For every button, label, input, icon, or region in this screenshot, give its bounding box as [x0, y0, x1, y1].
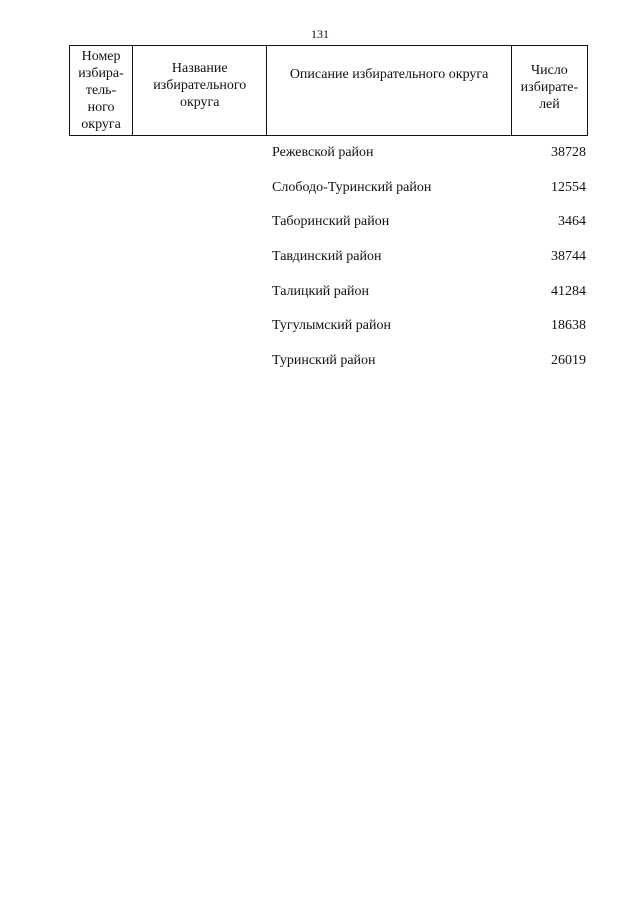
row-voters: 41284	[551, 283, 586, 299]
table-header	[69, 45, 588, 136]
row-description: Тавдинский район	[272, 249, 382, 265]
row-description: Талицкий район	[272, 283, 369, 299]
header-number-label: Номер избира- тель- ного округа	[78, 49, 124, 132]
header-voters	[511, 46, 587, 136]
header-description	[267, 46, 511, 136]
table-row	[272, 214, 588, 249]
row-voters: 26019	[551, 353, 586, 369]
row-voters: 12554	[551, 179, 586, 195]
table-row	[272, 145, 588, 180]
header-row	[70, 46, 588, 136]
row-description: Тугулымский район	[272, 318, 391, 334]
row-description: Туринский район	[272, 353, 376, 369]
page-number: 131	[311, 27, 329, 41]
row-voters: 3464	[558, 214, 586, 230]
header-voters-label: Число избирате- лей	[520, 63, 579, 112]
header-name	[133, 46, 267, 136]
row-voters: 38728	[551, 145, 586, 160]
table-row	[272, 318, 588, 353]
table-row	[272, 284, 588, 319]
row-description: Таборинский район	[272, 214, 390, 230]
table-row	[272, 249, 588, 284]
table-row	[272, 353, 588, 388]
row-description: Слободо-Туринский район	[272, 179, 432, 195]
row-voters: 38744	[551, 249, 586, 265]
header-description-label: Описание избирательного округа	[289, 67, 489, 82]
table-row	[272, 180, 588, 215]
header-number	[70, 46, 133, 136]
table-body	[272, 145, 588, 388]
header-name-label: Название избирательного округа	[153, 61, 247, 110]
row-voters: 18638	[551, 318, 586, 334]
row-description: Режевской район	[272, 145, 374, 160]
